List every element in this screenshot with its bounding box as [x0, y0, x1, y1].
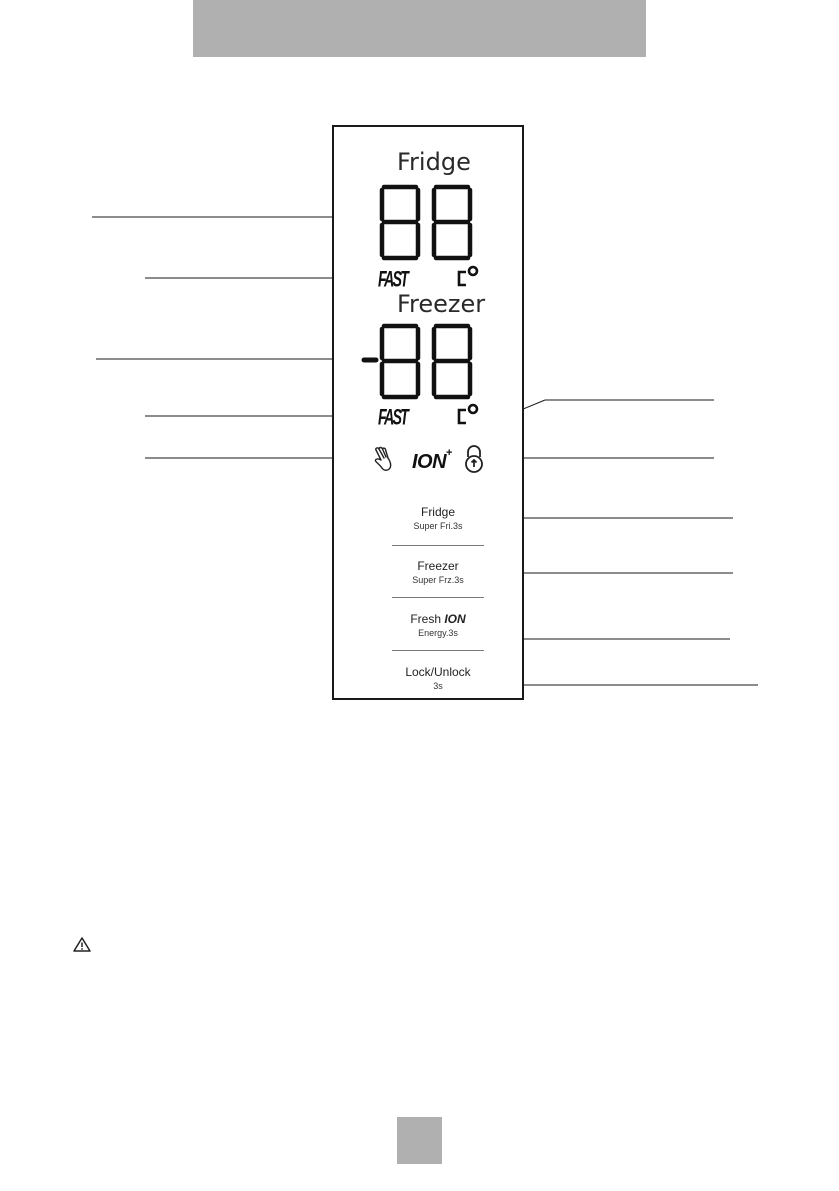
button-divider	[392, 597, 484, 598]
freezer-celsius-icon	[456, 403, 482, 425]
fresh-ion-button-text: Fresh	[410, 612, 441, 626]
freezer-temperature-digits	[378, 322, 478, 402]
fridge-temperature-digits	[378, 183, 478, 263]
fresh-ion-button-hint: Energy.3s	[418, 628, 458, 638]
warning-icon	[72, 936, 92, 954]
fridge-button[interactable]	[392, 505, 484, 532]
fridge-fast-indicator: FAST	[378, 268, 407, 293]
lock-icon	[462, 444, 486, 474]
button-divider	[392, 545, 484, 546]
fresh-ion-button-ion: ION	[444, 612, 466, 626]
lock-unlock-button[interactable]	[392, 665, 484, 692]
fresh-ion-button-label	[392, 612, 484, 627]
freezer-fast-indicator: FAST	[378, 406, 407, 431]
freezer-button-hint: Super Frz.3s	[412, 575, 464, 585]
button-divider	[392, 650, 484, 651]
lock-unlock-button-label: Lock/Unlock	[405, 665, 471, 679]
hand-icon	[370, 446, 394, 474]
fresh-ion-button[interactable]	[392, 612, 484, 639]
fridge-celsius-icon	[456, 265, 482, 287]
fridge-button-hint: Super Fri.3s	[413, 521, 463, 531]
freezer-display-label: Freezer	[397, 290, 486, 318]
freezer-minus-sign	[360, 355, 380, 365]
fridge-button-label: Fridge	[420, 505, 455, 519]
freezer-button[interactable]	[392, 559, 484, 586]
ion-indicator: ION	[412, 451, 447, 473]
lock-unlock-button-hint: 3s	[433, 681, 443, 691]
page-number-tab	[397, 1117, 442, 1164]
freezer-button-label: Freezer	[417, 559, 459, 573]
ion-plus-sign: +	[446, 447, 453, 459]
fridge-display-label: Fridge	[397, 148, 471, 176]
